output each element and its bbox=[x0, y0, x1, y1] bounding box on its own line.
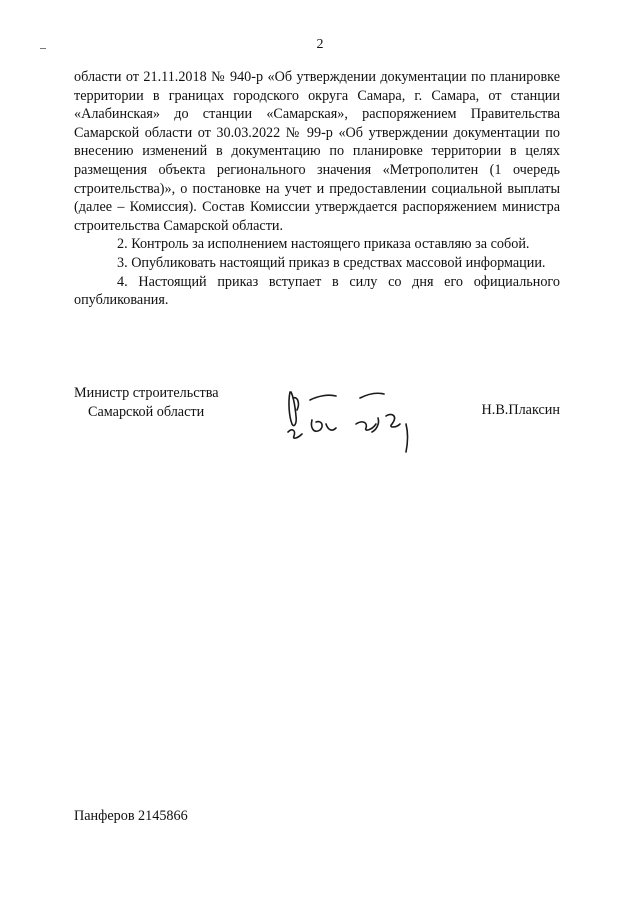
paragraph-item-4: 4. Настоящий приказ вступает в силу со дня его официального опубликования. bbox=[74, 273, 560, 309]
paragraph-item-3: 3. Опубликовать настоящий приказ в средствах массовой информации. bbox=[117, 254, 546, 271]
signatory-name: Н.В.Плаксин bbox=[481, 402, 560, 418]
handwritten-signature bbox=[280, 380, 420, 460]
document-body bbox=[74, 68, 560, 310]
executor-info: Панферов 2145866 bbox=[74, 808, 188, 824]
paragraph-item-2: 2. Контроль за исполнением настоящего приказа оставляю за собой. bbox=[117, 236, 530, 253]
margin-mark bbox=[40, 48, 46, 49]
signatory-title-line-1: Министр строительства bbox=[74, 385, 219, 401]
page-number: 2 bbox=[316, 37, 324, 52]
paragraph-continuation: области от 21.11.2018 № 940-р «Об утверждении документации по планировке территории в границах городского округа Самара, г. Самара, от станции «Алабинская» до станции «Самарская», распоряжением Правительства Самарской области от 30.03.2022 № 99-р «Об утверждении документации по внесению изменений в документацию по планировке территории в целях размещения объекта регионального значения «Метрополитен (1 очередь строительства)», о постановке на учет и предоставлении социальной выплаты (далее – Комиссия). Состав Комиссии утверждается распоряжением министра строительства Самарской области. bbox=[74, 69, 560, 234]
signatory-title bbox=[74, 384, 219, 421]
signatory-title-line-2: Самарской области bbox=[88, 403, 205, 420]
